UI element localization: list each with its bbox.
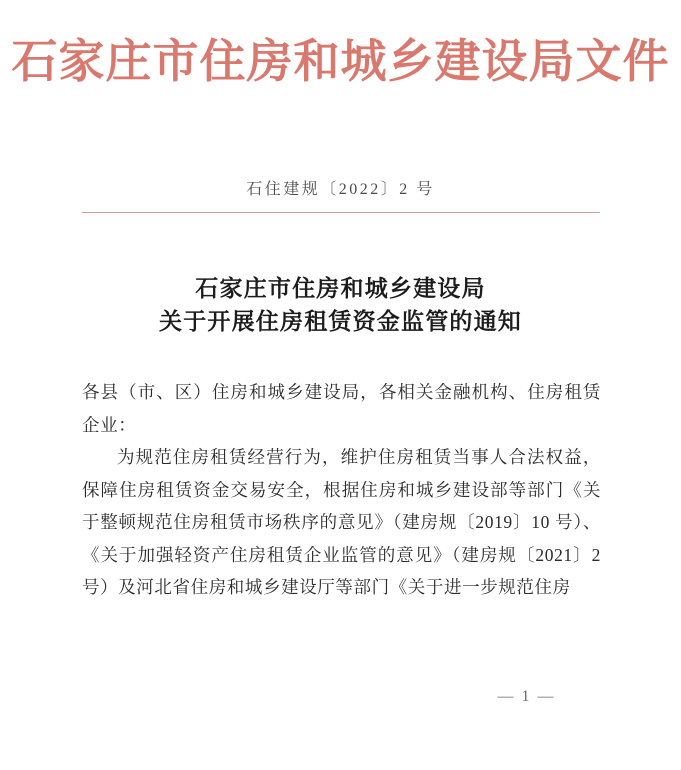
body-paragraph-1: 为规范住房租赁经营行为，维护住房租赁当事人合法权益，保障住房租赁资金交易安全，根据住房和城乡建设部等部门《关于整顿规范住房租赁市场秩序的意见》（建房规〔2019〕10 号）、《关于加强轻资产住房租赁企业监管的意见》（建房规〔2021〕2 号）及河北省住房和城乡建设厅等部门《关于进一步规范住房 (82, 447, 601, 597)
document-title-line-2: 关于开展住房租赁资金监管的通知 (159, 309, 522, 334)
document-title-block (0, 272, 681, 338)
page-number: — 1 — (497, 688, 556, 705)
page-footer (0, 686, 681, 708)
document-masthead: 石家庄市住房和城乡建设局文件 (11, 36, 670, 87)
document-title-line-1: 石家庄市住房和城乡建设局 (195, 276, 486, 301)
document-body (82, 376, 601, 604)
body-addressee: 各县（市、区）住房和城乡建设局，各相关金融机构、住房租赁企业： (82, 382, 601, 435)
document-serial-number: 石住建规〔2022〕2 号 (246, 181, 435, 198)
red-separator-rule (82, 212, 600, 213)
